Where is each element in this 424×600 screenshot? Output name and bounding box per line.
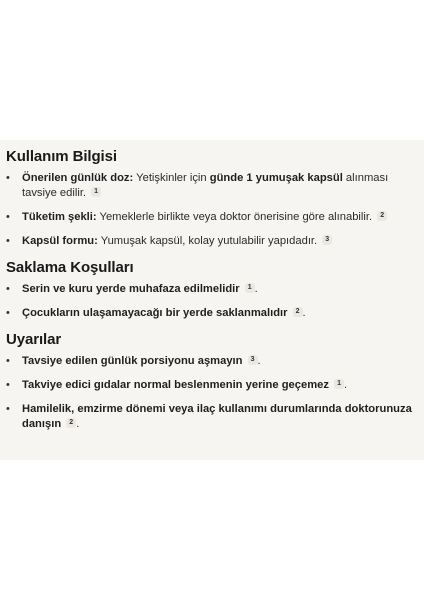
list-item: [0, 234, 424, 249]
storage-section: [0, 259, 424, 321]
section-title-warnings: Uyarılar: [6, 331, 62, 348]
citation-badge[interactable]: 1: [91, 187, 101, 197]
citation-badge[interactable]: 2: [293, 307, 303, 317]
item-tail: .: [302, 307, 306, 319]
bullet: •: [6, 355, 10, 367]
bullet: •: [6, 283, 10, 295]
warnings-list: [0, 354, 424, 432]
item-emphasis: günde 1 yumuşak kapsül: [209, 172, 343, 184]
item-text: Yetişkinler için: [133, 172, 210, 184]
list-item: [0, 354, 424, 369]
item-text: alınması tavsiye edilir.: [22, 172, 389, 199]
item-label: Serin ve kuru yerde muhafaza edilmelidir: [22, 283, 240, 295]
bullet: •: [6, 379, 10, 391]
item-label: Önerilen günlük doz:: [22, 172, 134, 184]
item-tail: .: [257, 355, 261, 367]
citation-badge[interactable]: 2: [377, 211, 387, 221]
item-tail: .: [343, 379, 348, 391]
section-title-usage: Kullanım Bilgisi: [6, 148, 117, 165]
usage-section: [0, 148, 424, 249]
list-item: [0, 210, 424, 225]
citation-badge[interactable]: 2: [66, 418, 76, 428]
bullet: •: [6, 307, 10, 319]
item-tail: .: [76, 418, 80, 430]
item-tail: .: [254, 283, 258, 295]
list-item: [0, 378, 424, 393]
item-label: Kapsül formu:: [22, 235, 98, 247]
item-label: Tavsiye edilen günlük porsiyonu aşmayın: [22, 355, 243, 367]
storage-list: [0, 282, 424, 321]
bullet: •: [6, 235, 10, 247]
item-label: Tüketim şekli:: [22, 211, 97, 223]
bullet: •: [6, 172, 10, 184]
item-text: Yumuşak kapsül, kolay yutulabilir yapıdadır.: [97, 235, 318, 247]
citation-badge[interactable]: 1: [334, 379, 344, 389]
list-item: [0, 402, 424, 432]
citation-badge[interactable]: 1: [245, 283, 255, 293]
item-label: Çocukların ulaşamayacağı bir yerde saklanmalıdır: [22, 307, 288, 319]
usage-list: [0, 171, 424, 249]
item-text: Yemeklerle birlikte veya doktor önerisine göre alınabilir.: [96, 211, 373, 223]
warnings-section: [0, 331, 424, 432]
item-label: Hamilelik, emzirme dönemi veya ilaç kullanımı durumlarında doktorunuza danışın: [22, 403, 412, 430]
content-panel: [0, 140, 424, 460]
citation-badge[interactable]: 3: [248, 355, 258, 365]
list-item: [0, 171, 424, 201]
item-label: Takviye edici gıdalar normal beslenmenin yerine geçemez: [22, 379, 329, 391]
bullet: •: [6, 211, 10, 223]
section-title-storage: Saklama Koşulları: [6, 259, 134, 276]
list-item: [0, 282, 424, 297]
bullet: •: [6, 403, 10, 415]
citation-badge[interactable]: 3: [322, 235, 332, 245]
list-item: [0, 306, 424, 321]
